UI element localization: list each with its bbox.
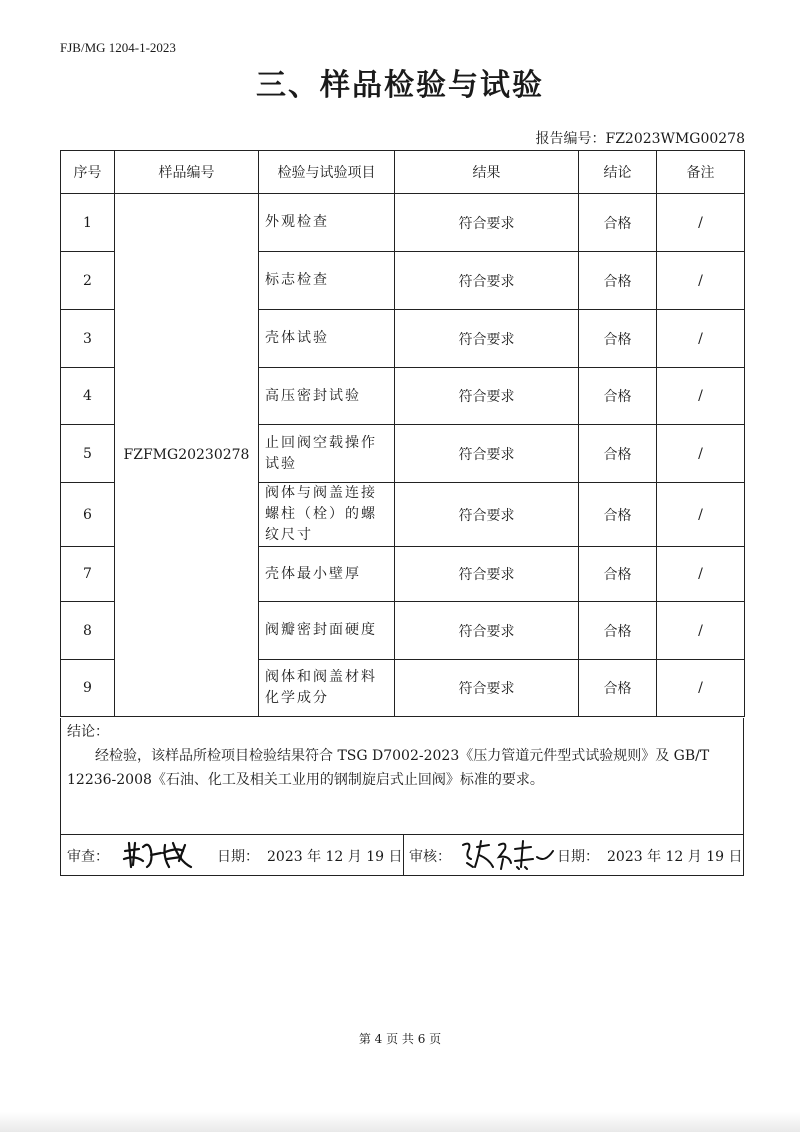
- row-index: 1: [61, 194, 115, 252]
- header-sample-no: 样品编号: [115, 151, 259, 194]
- test-result: 符合要求: [395, 252, 579, 310]
- test-result: 符合要求: [395, 310, 579, 368]
- signature-divider: [403, 835, 404, 875]
- row-index: 5: [61, 425, 115, 483]
- page-title: 三、样品检验与试验: [256, 68, 544, 103]
- test-verdict: 合格: [579, 483, 657, 547]
- test-result: 符合要求: [395, 425, 579, 483]
- page-footer: 第 4 页 共 6 页: [358, 1032, 442, 1046]
- test-note: /: [657, 425, 745, 483]
- test-note: /: [657, 660, 745, 717]
- test-item: 外观检查: [259, 194, 395, 252]
- review-signature-image: [121, 837, 201, 873]
- test-item: 标志检查: [259, 252, 395, 310]
- row-index: 7: [61, 547, 115, 602]
- test-verdict: 合格: [579, 194, 657, 252]
- test-item: 壳体试验: [259, 310, 395, 368]
- sample-number: FZFMG20230278: [115, 194, 259, 717]
- row-index: 3: [61, 310, 115, 368]
- test-result: 符合要求: [395, 368, 579, 425]
- test-result: 符合要求: [395, 547, 579, 602]
- test-item: 阀体与阀盖连接螺柱（栓）的螺纹尺寸: [259, 483, 395, 547]
- test-item: 阀瓣密封面硬度: [259, 602, 395, 660]
- header-verdict: 结论: [579, 151, 657, 194]
- document-code: FJB/MG 1204-1-2023: [60, 40, 176, 55]
- test-result: 符合要求: [395, 483, 579, 547]
- test-result: 符合要求: [395, 602, 579, 660]
- review-label: 审查：: [67, 849, 109, 865]
- test-result: 符合要求: [395, 660, 579, 717]
- test-note: /: [657, 252, 745, 310]
- header-index: 序号: [61, 151, 115, 194]
- audit-label: 审核：: [409, 849, 451, 865]
- test-note: /: [657, 547, 745, 602]
- audit-date: 2023 年 12 月 19 日: [607, 849, 743, 865]
- test-verdict: 合格: [579, 547, 657, 602]
- test-note: /: [657, 368, 745, 425]
- test-verdict: 合格: [579, 310, 657, 368]
- row-index: 6: [61, 483, 115, 547]
- test-note: /: [657, 602, 745, 660]
- inspection-table: [60, 150, 745, 717]
- test-item: 止回阀空载操作试验: [259, 425, 395, 483]
- header-result: 结果: [395, 151, 579, 194]
- report-number: 报告编号：FZ2023WMG00278: [535, 131, 745, 147]
- test-result: 符合要求: [395, 194, 579, 252]
- header-note: 备注: [657, 151, 745, 194]
- test-item: 壳体最小壁厚: [259, 547, 395, 602]
- test-item: 高压密封试验: [259, 368, 395, 425]
- test-verdict: 合格: [579, 602, 657, 660]
- test-verdict: 合格: [579, 252, 657, 310]
- scan-edge: [0, 1112, 800, 1132]
- conclusion-label: 结论：: [67, 724, 109, 740]
- test-verdict: 合格: [579, 660, 657, 717]
- row-index: 8: [61, 602, 115, 660]
- test-verdict: 合格: [579, 368, 657, 425]
- row-index: 2: [61, 252, 115, 310]
- table-header-row: [61, 151, 745, 194]
- row-index: 4: [61, 368, 115, 425]
- test-note: /: [657, 194, 745, 252]
- test-item: 阀体和阀盖材料化学成分: [259, 660, 395, 717]
- test-note: /: [657, 310, 745, 368]
- header-test-item: 检验与试验项目: [259, 151, 395, 194]
- row-index: 9: [61, 660, 115, 717]
- signature-row: [60, 834, 744, 876]
- conclusion-section: [60, 718, 744, 835]
- test-note: /: [657, 483, 745, 547]
- review-date: 2023 年 12 月 19 日: [267, 849, 403, 865]
- test-verdict: 合格: [579, 425, 657, 483]
- review-date-label: 日期：: [217, 849, 259, 865]
- audit-signature-image: [459, 837, 555, 873]
- audit-date-label: 日期：: [557, 849, 599, 865]
- table-row: [61, 194, 745, 252]
- conclusion-text: 经检验，该样品所检项目检验结果符合 TSG D7002-2023《压力管道元件型式试验规则》及 GB/T 12236-2008《石油、化工及相关工业用的钢制旋启式止回阀》标准的要求。: [67, 748, 710, 788]
